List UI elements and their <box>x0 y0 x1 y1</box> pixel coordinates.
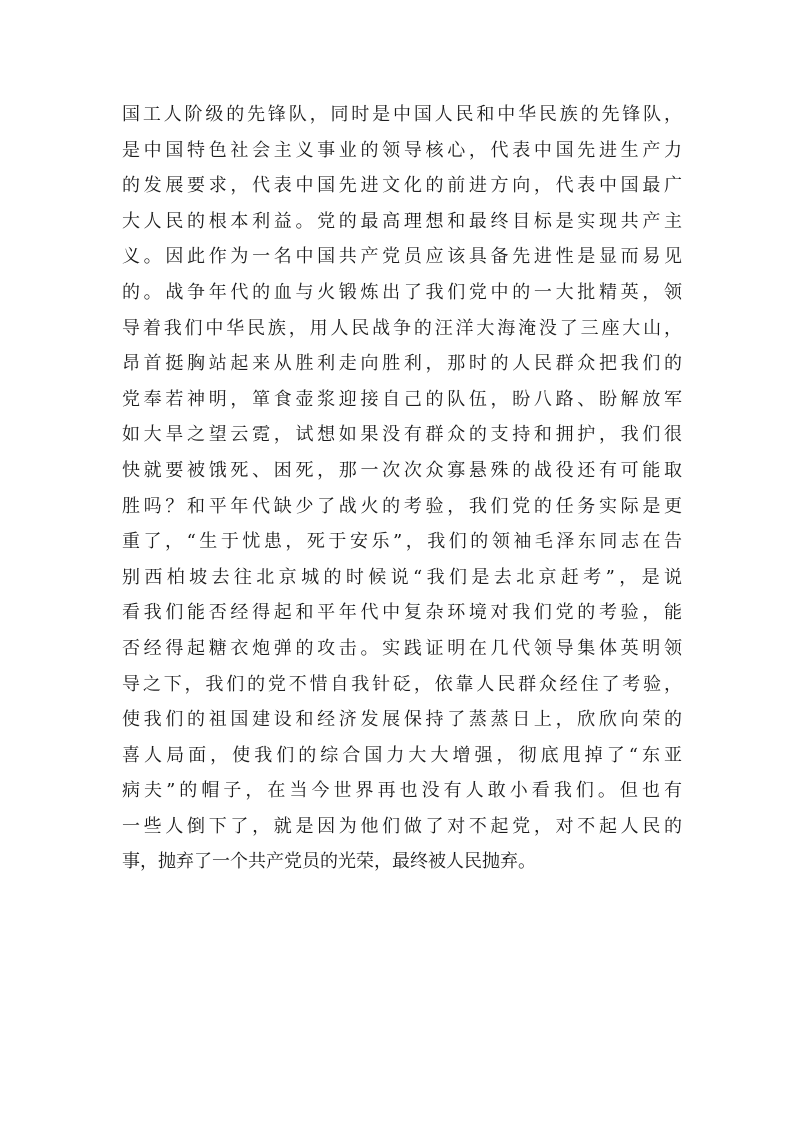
text-line: 一些人倒下了，就是因为他们做了对不起党，对不起人民的 <box>122 815 682 837</box>
text-line: 喜人局面，使我们的综合国力大大增强，彻底甩掉了“东亚 <box>122 744 682 766</box>
text-line: 党奉若神明，箪食壶浆迎接自己的队伍，盼八路、盼解放军 <box>122 388 682 410</box>
text-line: 如大旱之望云霓，试想如果没有群众的支持和拥护，我们很 <box>122 424 682 446</box>
text-line: 导着我们中华民族，用人民战争的汪洋大海淹没了三座大山， <box>122 317 682 339</box>
text-line: 快就要被饿死、困死，那一次次众寡悬殊的战役还有可能取 <box>122 459 682 481</box>
text-line: 事，抛弃了一个共产党员的光荣，最终被人民抛弃。 <box>122 851 536 873</box>
text-line: 导之下，我们的党不惜自我针砭，依靠人民群众经住了考验， <box>122 673 682 695</box>
text-line: 国工人阶级的先锋队，同时是中国人民和中华民族的先锋队， <box>122 104 682 125</box>
text-line: 胜吗？和平年代缺少了战火的考验，我们党的任务实际是更 <box>122 495 682 517</box>
text-line: 的发展要求，代表中国先进文化的前进方向，代表中国最广 <box>122 175 682 197</box>
text-line: 看我们能否经得起和平年代中复杂环境对我们党的考验，能 <box>122 602 682 624</box>
text-line: 使我们的祖国建设和经济发展保持了蒸蒸日上，欣欣向荣的 <box>122 709 682 731</box>
body-paragraph <box>122 97 682 880</box>
text-line: 重了，“生于忧患，死于安乐”，我们的领袖毛泽东同志在告 <box>122 531 682 553</box>
text-line: 的。战争年代的血与火锻炼出了我们党中的一大批精英，领 <box>122 281 682 303</box>
text-line: 昂首挺胸站起来从胜利走向胜利，那时的人民群众把我们的 <box>122 353 682 375</box>
text-line: 义。因此作为一名中国共产党员应该具备先进性是显而易见 <box>122 246 682 268</box>
text-line: 大人民的根本利益。党的最高理想和最终目标是实现共产主 <box>122 210 682 232</box>
text-line: 病夫”的帽子，在当今世界再也没有人敢小看我们。但也有 <box>122 780 682 802</box>
text-line: 别西柏坡去往北京城的时候说“我们是去北京赶考”，是说 <box>122 566 682 588</box>
text-line: 是中国特色社会主义事业的领导核心，代表中国先进生产力 <box>122 139 682 161</box>
text-line: 否经得起糖衣炮弹的攻击。实践证明在几代领导集体英明领 <box>122 637 682 659</box>
